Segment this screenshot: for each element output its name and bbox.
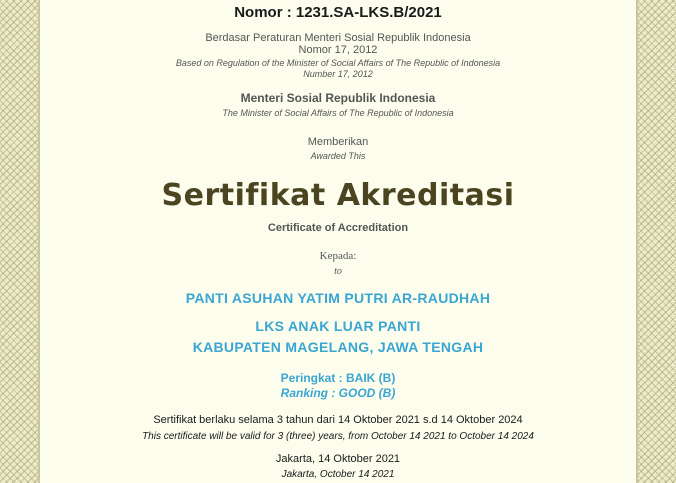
certificate-content bbox=[40, 0, 636, 483]
awarded-id: Memberikan bbox=[307, 136, 369, 148]
recipient-type: LKS ANAK LUAR PANTI bbox=[255, 318, 421, 334]
ranking-en: Ranking : GOOD (B) bbox=[280, 386, 396, 400]
awarded-en: Awarded This bbox=[310, 151, 366, 161]
certificate-title-en: Certificate of Accreditation bbox=[267, 222, 409, 234]
to-en: to bbox=[334, 266, 342, 277]
certificate-title: Sertifikat Akreditasi bbox=[161, 178, 515, 213]
validity-id: Sertifikat berlaku selama 3 tahun dari 14 Oktober 2021 s.d 14 Oktober 2024 bbox=[153, 414, 523, 426]
place-date-id: Jakarta, 14 Oktober 2021 bbox=[275, 453, 401, 465]
recipient-location: KABUPATEN MAGELANG, JAWA TENGAH bbox=[192, 339, 484, 355]
regulation-en-line1: Based on Regulation of the Minister of Social Affairs of The Republic of Indonesia bbox=[175, 58, 501, 68]
place-date-en: Jakarta, October 14 2021 bbox=[281, 469, 395, 480]
ranking-id: Peringkat : BAIK (B) bbox=[280, 371, 396, 385]
regulation-id-line1: Berdasar Peraturan Menteri Sosial Republik Indonesia bbox=[205, 32, 471, 44]
issuer-id: Menteri Sosial Republik Indonesia bbox=[240, 91, 436, 105]
regulation-id-line2: Nomor 17, 2012 bbox=[298, 44, 378, 56]
to-id: Kepada: bbox=[319, 250, 357, 262]
issuer-en: The Minister of Social Affairs of The Republic of Indonesia bbox=[222, 108, 454, 118]
validity-en: This certificate will be valid for 3 (three) years, from October 14 2021 to October 14 2024 bbox=[142, 431, 534, 442]
certificate-number: Nomor : 1231.SA-LKS.B/2021 bbox=[234, 4, 442, 21]
recipient-name: PANTI ASUHAN YATIM PUTRI AR-RAUDHAH bbox=[185, 290, 491, 306]
left-decorative-border bbox=[0, 0, 40, 483]
right-decorative-border bbox=[636, 0, 676, 483]
regulation-en-line2: Number 17, 2012 bbox=[303, 69, 373, 79]
